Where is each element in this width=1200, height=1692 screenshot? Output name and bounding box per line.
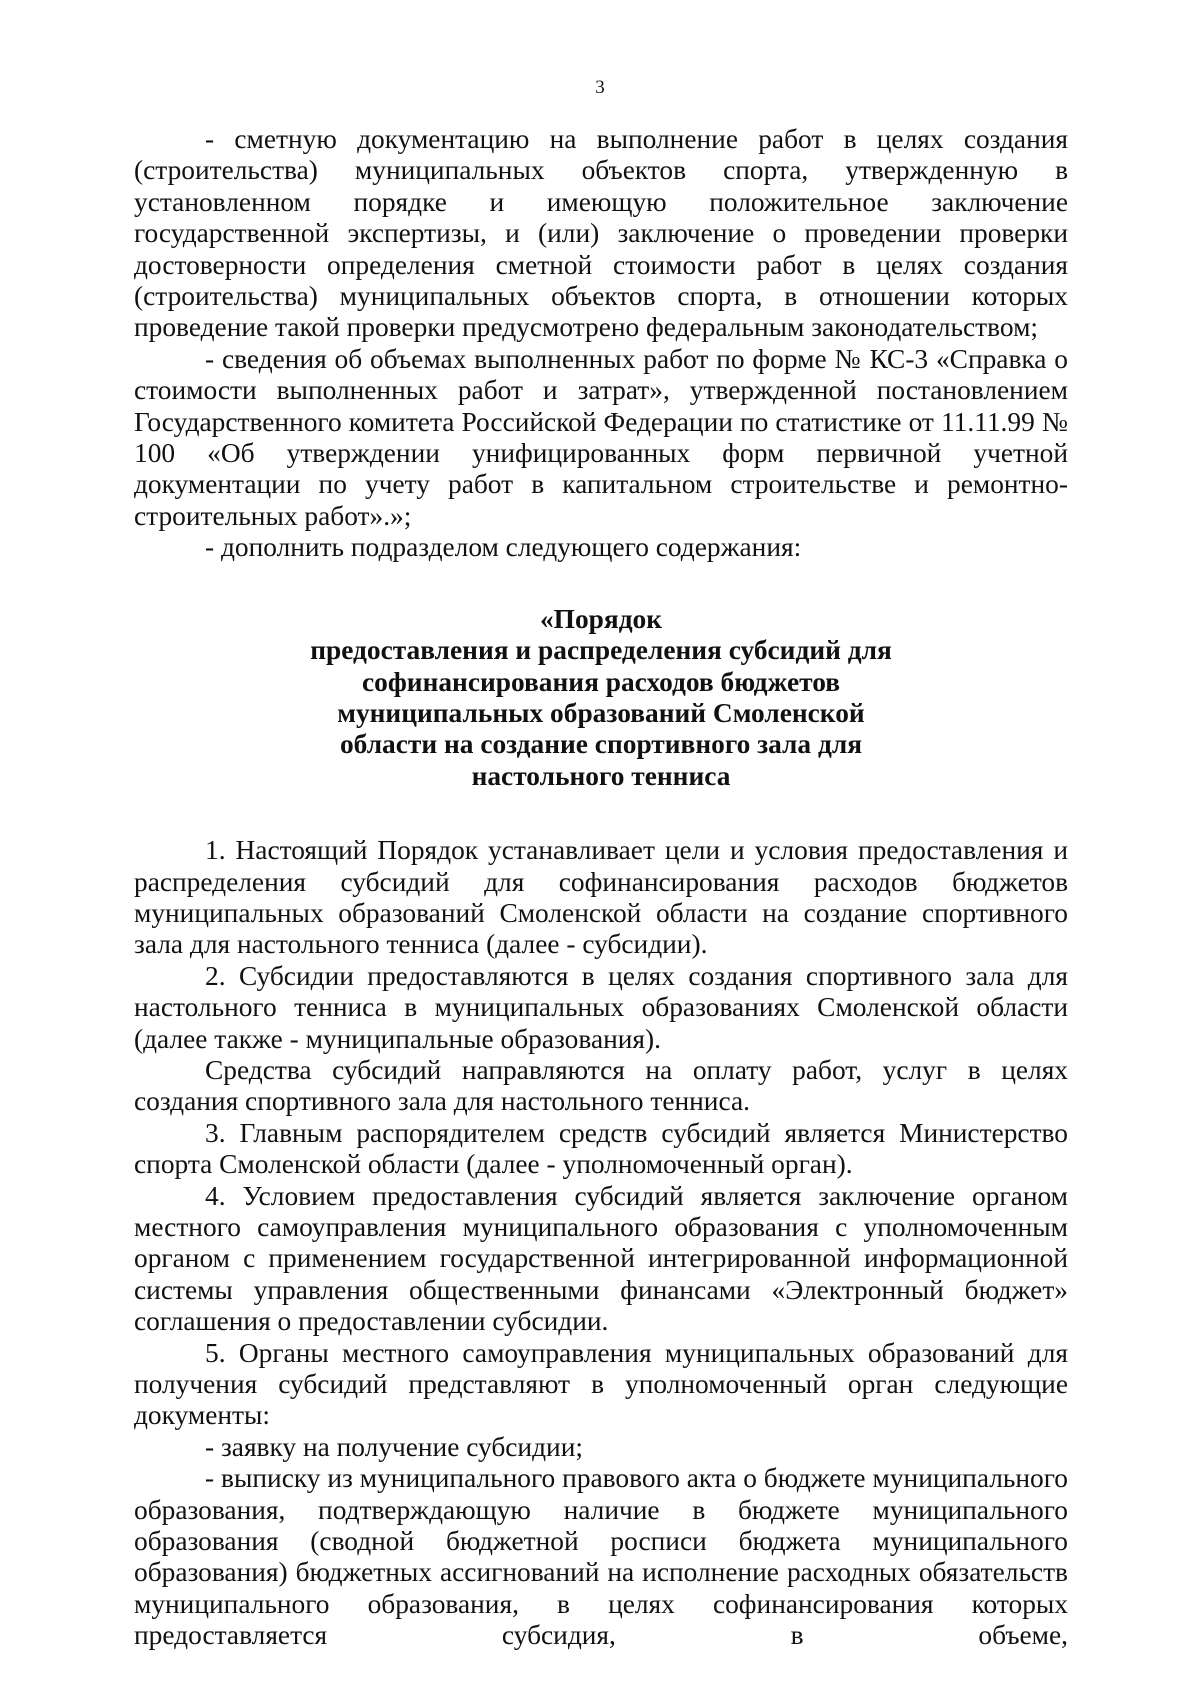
paragraph-item-4: 4. Условием предоставления субсидий является заключение органом местного самоуправления муниципального образования с уполномоченным органом с применением государственной интегрированной информационной системы управления общественными финансами «Электронный бюджет» соглашения о предоставлении субсидии.: [134, 1180, 1068, 1337]
heading-line: предоставления и распределения субсидий для: [310, 635, 892, 666]
heading-line: муниципальных образований Смоленской: [337, 697, 865, 728]
document-body: [134, 124, 1068, 1652]
paragraph-ks3-form: - сведения об объемах выполненных работ по форме № КС-3 «Справка о стоимости выполненных работ и затрат», утвержденной постановлением Государственного комитета Российской Федерации по статистике от 11.11.99 № 100 «Об утверждении унифицированных форм первичной учетной документации по учету работ в капитальном строительстве и ремонтно-строительных работ».»;: [134, 343, 1068, 531]
paragraph-estimate-documentation: - сметную документацию на выполнение работ в целях создания (строительства) муниципальных объектов спорта, утвержденную в установленном порядке и имеющую положительное заключение государственной экспертизы, и (или) заключение о проведении проверки достоверности определения сметной стоимости работ в целях создания (строительства) муниципальных объектов спорта, в отношении которых проведение такой проверки предусмотрено федеральным законодательством;: [134, 124, 1068, 343]
heading-line: области на создание спортивного зала для: [339, 729, 863, 760]
heading-line: настольного тенниса: [471, 760, 731, 791]
paragraph-application: - заявку на получение субсидии;: [205, 1431, 583, 1462]
paragraph-budget-extract: - выписку из муниципального правового акта о бюджете муниципального образования, подтверждающую наличие в бюджете муниципального образования (сводной бюджетной росписи бюджета муниципального образования) бюджетных ассигнований на исполнение расходных обязательств муниципального образования, в целях софинансирования которых предоставляется субсидия, в объеме,: [134, 1463, 1068, 1651]
paragraph-subsidy-funds: Средства субсидий направляются на оплату работ, услуг в целях создания спортивного зала для настольного тенниса.: [134, 1054, 1068, 1117]
paragraph-item-5: 5. Органы местного самоуправления муниципальных образований для получения субсидий представляют в уполномоченный орган следующие документы:: [134, 1337, 1068, 1431]
page-number: 3: [595, 77, 605, 98]
heading-line: софинансирования расходов бюджетов: [361, 666, 840, 697]
paragraph-item-3: 3. Главным распорядителем средств субсидий является Министерство спорта Смоленской области (далее - уполномоченный орган).: [134, 1117, 1068, 1180]
paragraph-add-subsection: - дополнить подразделом следующего содержания:: [205, 532, 802, 563]
paragraph-item-2: 2. Субсидии предоставляются в целях создания спортивного зала для настольного тенниса в муниципальных образованиях Смоленской области (далее также - муниципальные образования).: [134, 960, 1068, 1054]
paragraph-item-1: 1. Настоящий Порядок устанавливает цели и условия предоставления и распределения субсидий для софинансирования расходов бюджетов муниципальных образований Смоленской области на создание спортивного зала для настольного тенниса (далее - субсидии).: [134, 835, 1068, 960]
heading-line: «Порядок: [539, 603, 663, 634]
section-heading: [134, 604, 1068, 792]
